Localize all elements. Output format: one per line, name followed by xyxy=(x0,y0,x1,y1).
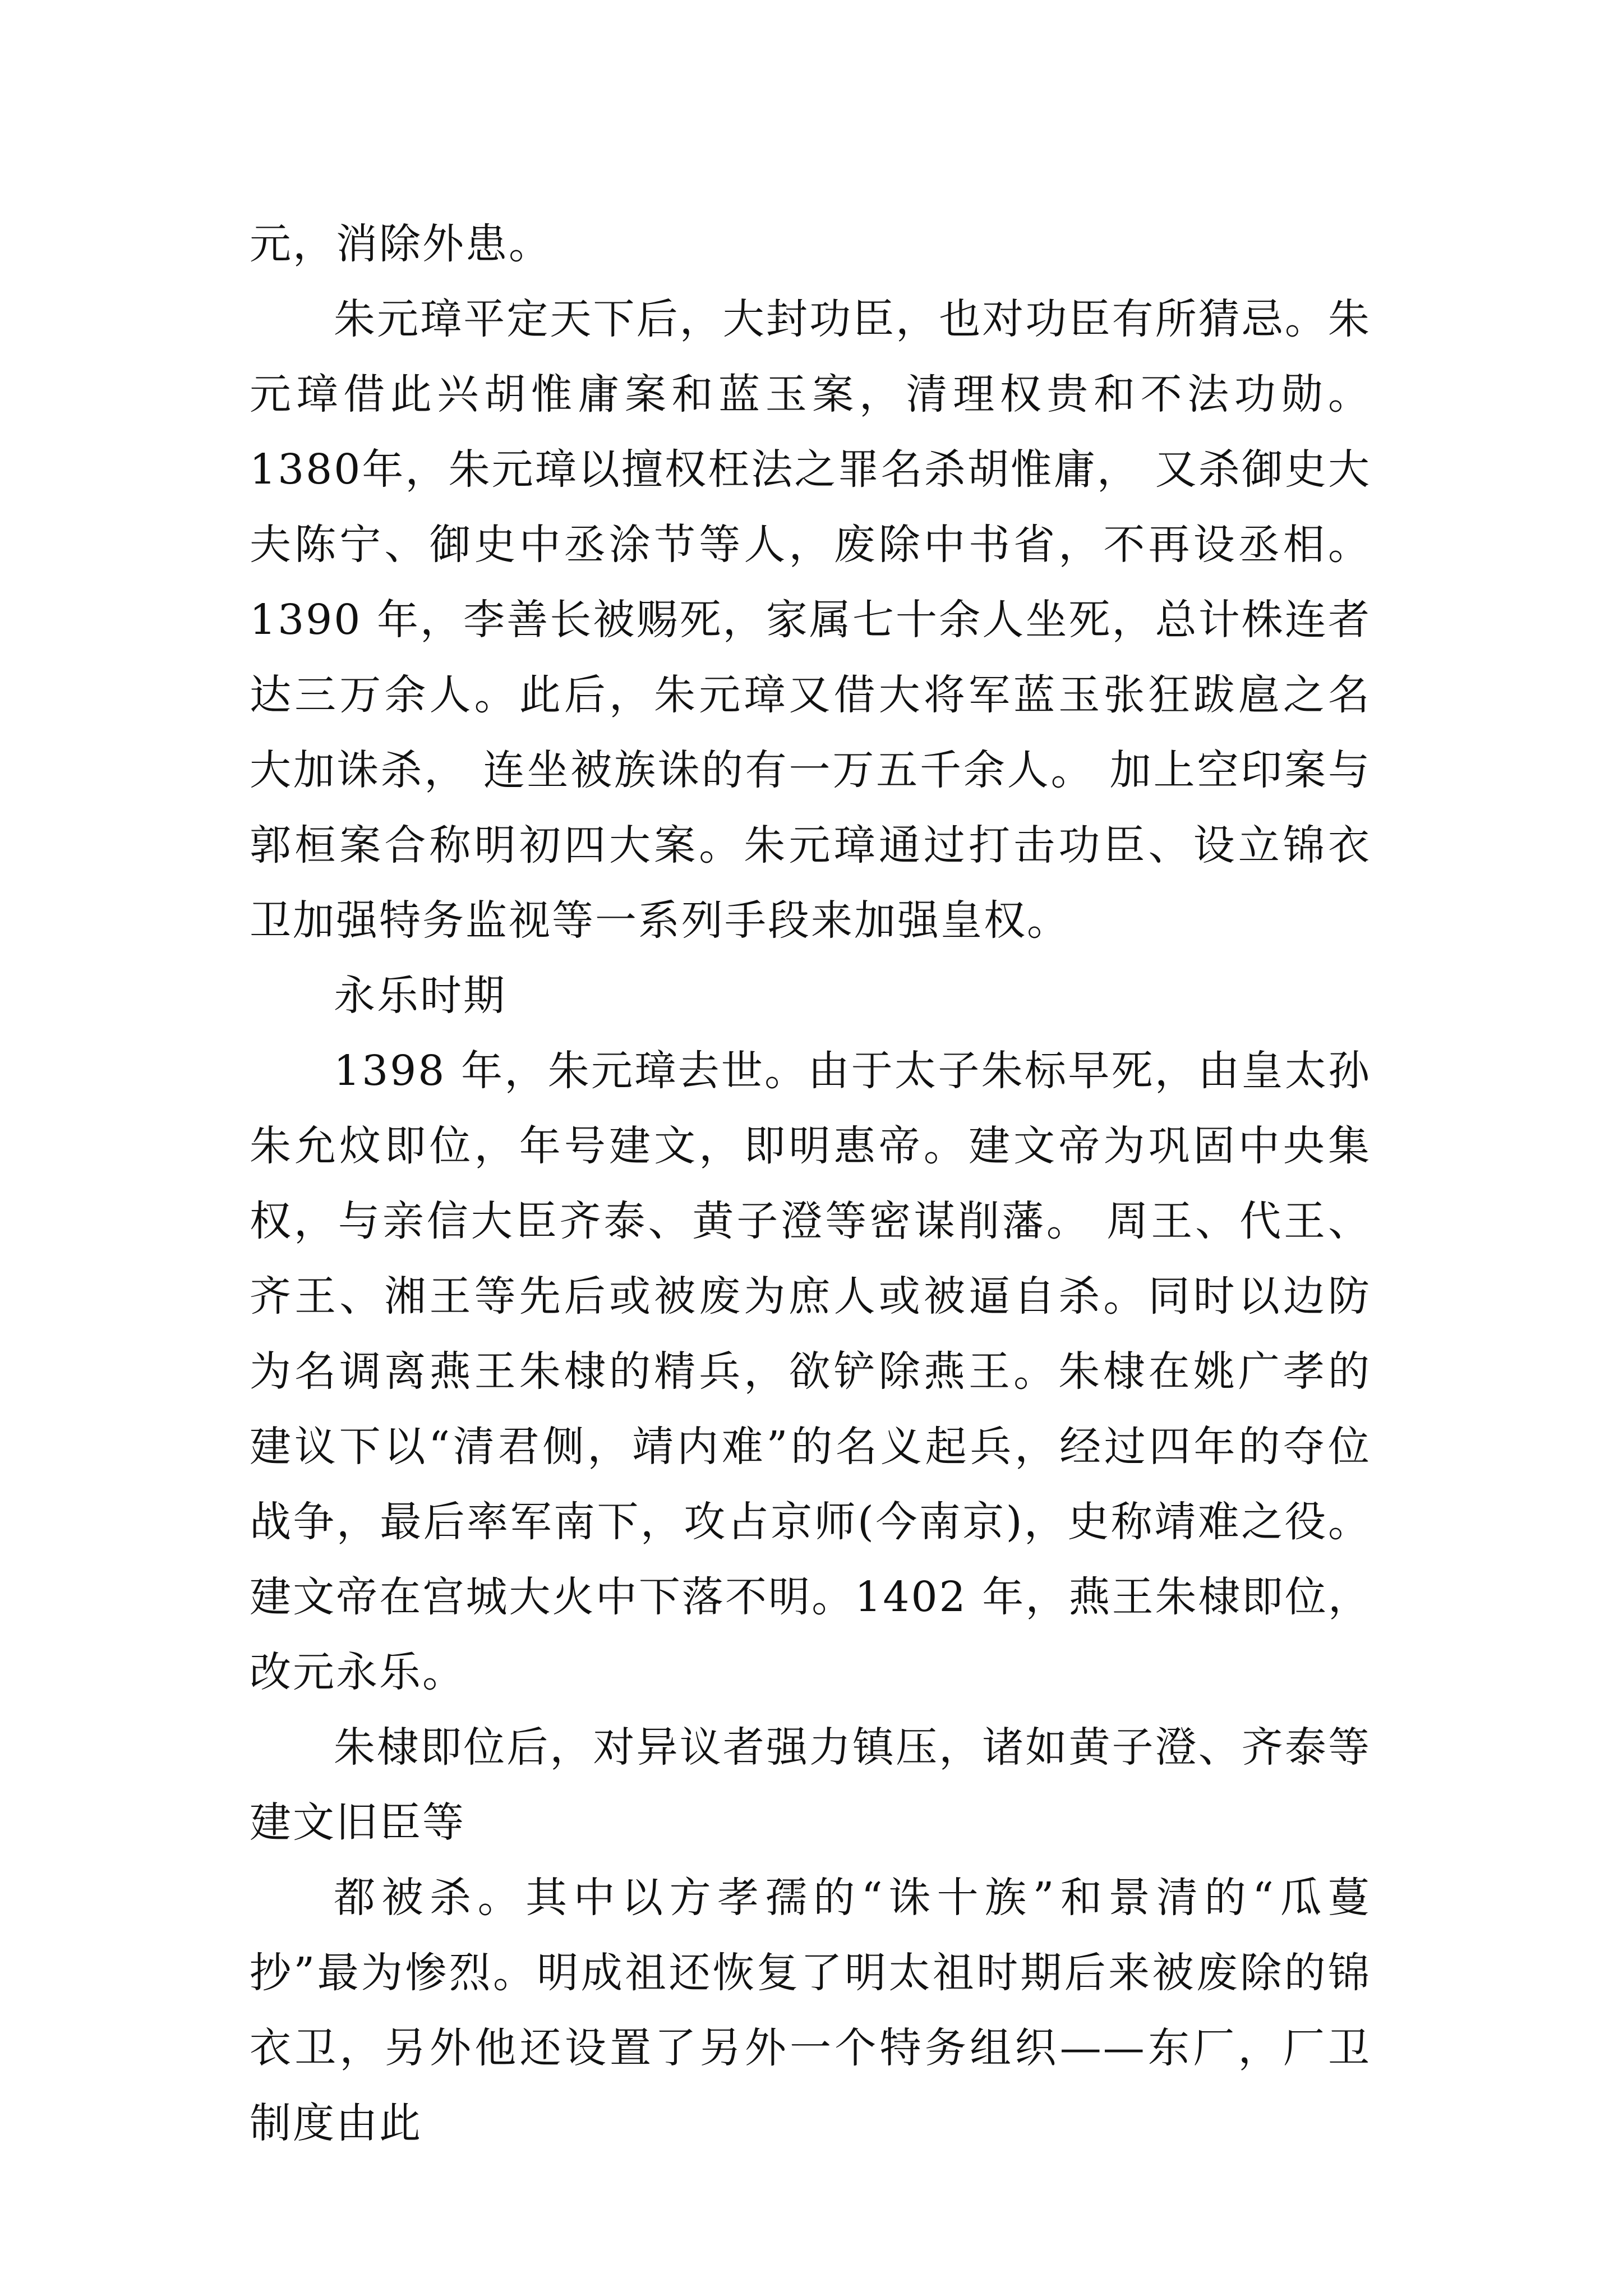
paragraph-3: 1398 年，朱元璋去世。由于太子朱标早死，由皇太孙朱允炆即位，年号建文，即明惠帝。建文帝为巩固中央集权，与亲信大臣齐泰、黄子澄等密谋削藩。 周王、代王、齐王、湘王等先后或被废为庶人或被逼自杀。同时以边防为名调离燕王朱棣的精兵，欲铲除燕王。朱棣在姚广孝的建议下以“清君侧，靖内难”的名义起兵，经过四年的夺位战争，最后率军南下，攻占京师(今南京)，史称靖难之役。建文帝在宫城大火中下落不明。1402 年，燕王朱棣即位，改元永乐。 xyxy=(250,1047,1371,1696)
section-heading-yongle: 永乐时期 xyxy=(334,972,506,1020)
paragraph-2: 朱元璋平定天下后，大封功臣，也对功臣有所猜忌。朱元璋借此兴胡惟庸案和蓝玉案，清理权贵和不法功勋。1380年，朱元璋以擅权枉法之罪名杀胡惟庸， 又杀御史大夫陈宁、御史中丞涂节等人，废除中书省，不再设丞相。1390 年，李善长被赐死，家属七十余人坐死，总计株连者达三万余人。此后，朱元璋又借大将军蓝玉张狂跋扈之名大加诛杀， 连坐被族诛的有一万五千余人。 加上空印案与郭桓案合称明初四大案。朱元璋通过打击功臣、设立锦衣卫加强特务监视等一系列手段来加强皇权。 xyxy=(250,295,1371,945)
paragraph-1: 元，消除外患。 xyxy=(250,220,552,268)
paragraph-4: 朱棣即位后，对异议者强力镇压，诸如黄子澄、齐泰等建文旧臣等 xyxy=(250,1723,1371,1847)
document-body xyxy=(250,206,1371,2161)
paragraph-5: 都被杀。其中以方孝孺的“诛十族”和景清的“瓜蔓抄”最为惨烈。明成祖还恢复了明太祖时期后来被废除的锦衣卫，另外他还设置了另外一个特务组织——东厂，厂卫制度由此 xyxy=(250,1874,1371,2147)
